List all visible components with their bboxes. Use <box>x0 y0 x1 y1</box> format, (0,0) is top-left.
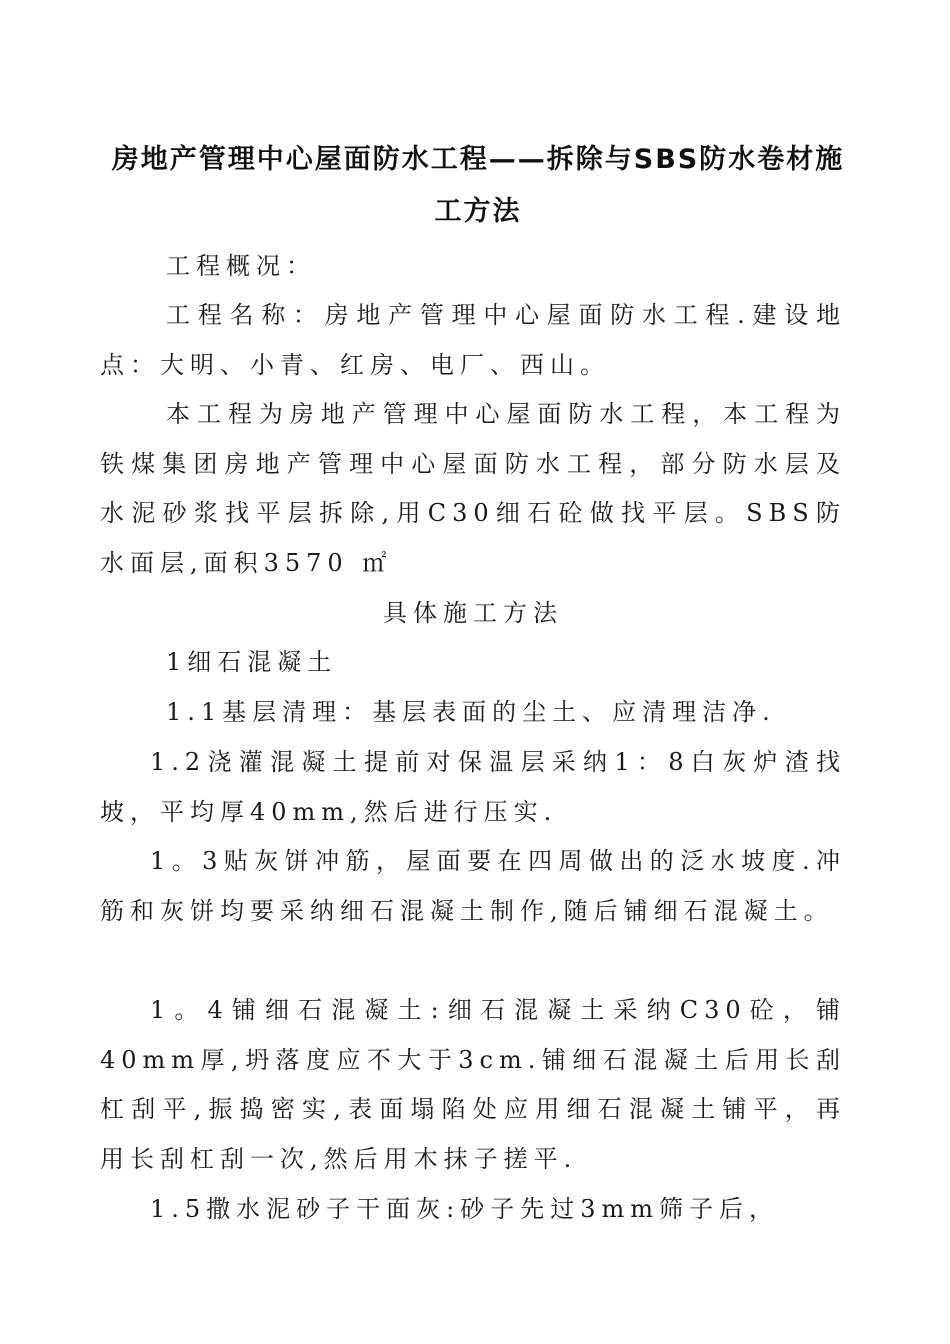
paragraph-1-4: 1。4铺细石混凝土:细石混凝土采纳C30砼，铺40mm厚,坍落度应不大于3cm.铺细石混凝土后用长刮杠刮平,振捣密实,表面塌陷处应用细石混凝土铺平，再用长刮杠刮一次,然后用木抹子搓平. <box>100 996 846 1173</box>
paragraph-project-name: 工程名称：房地产管理中心屋面防水工程.建设地点：大明、小青、红房、电厂、西山。 <box>100 301 846 379</box>
section-heading-construction-method: 具体施工方法 <box>383 599 563 627</box>
paragraph-1-1: 1.1基层清理：基层表面的尘土、应清理洁净. <box>166 698 776 726</box>
paragraph-1-3: 1。3贴灰饼冲筋，屋面要在四周做出的泛水坡度.冲筋和灰饼均要采纳细石混凝土制作,随后铺细石混凝土。 <box>100 847 846 925</box>
heading-fine-aggregate-concrete: 1细石混凝土 <box>166 648 338 676</box>
paragraph-project-description: 本工程为房地产管理中心屋面防水工程，本工程为铁煤集团房地产管理中心屋面防水工程，部分防水层及水泥砂浆找平层拆除,用C30细石砼做找平层。SBS防水面层,面积3570 ㎡ <box>100 400 846 577</box>
paragraph-1-2: 1.2浇灌混凝土提前对保温层采纳1：8白灰炉渣找坡，平均厚40mm,然后进行压实. <box>100 748 846 826</box>
paragraph-1-5: 1.5撒水泥砂子干面灰:砂子先过3mm筛子后， <box>150 1195 780 1223</box>
document-title: 房地产管理中心屋面防水工程——拆除与SBS防水卷材施工方法 <box>111 144 845 227</box>
paragraph-overview-heading: 工程概况： <box>166 252 316 280</box>
